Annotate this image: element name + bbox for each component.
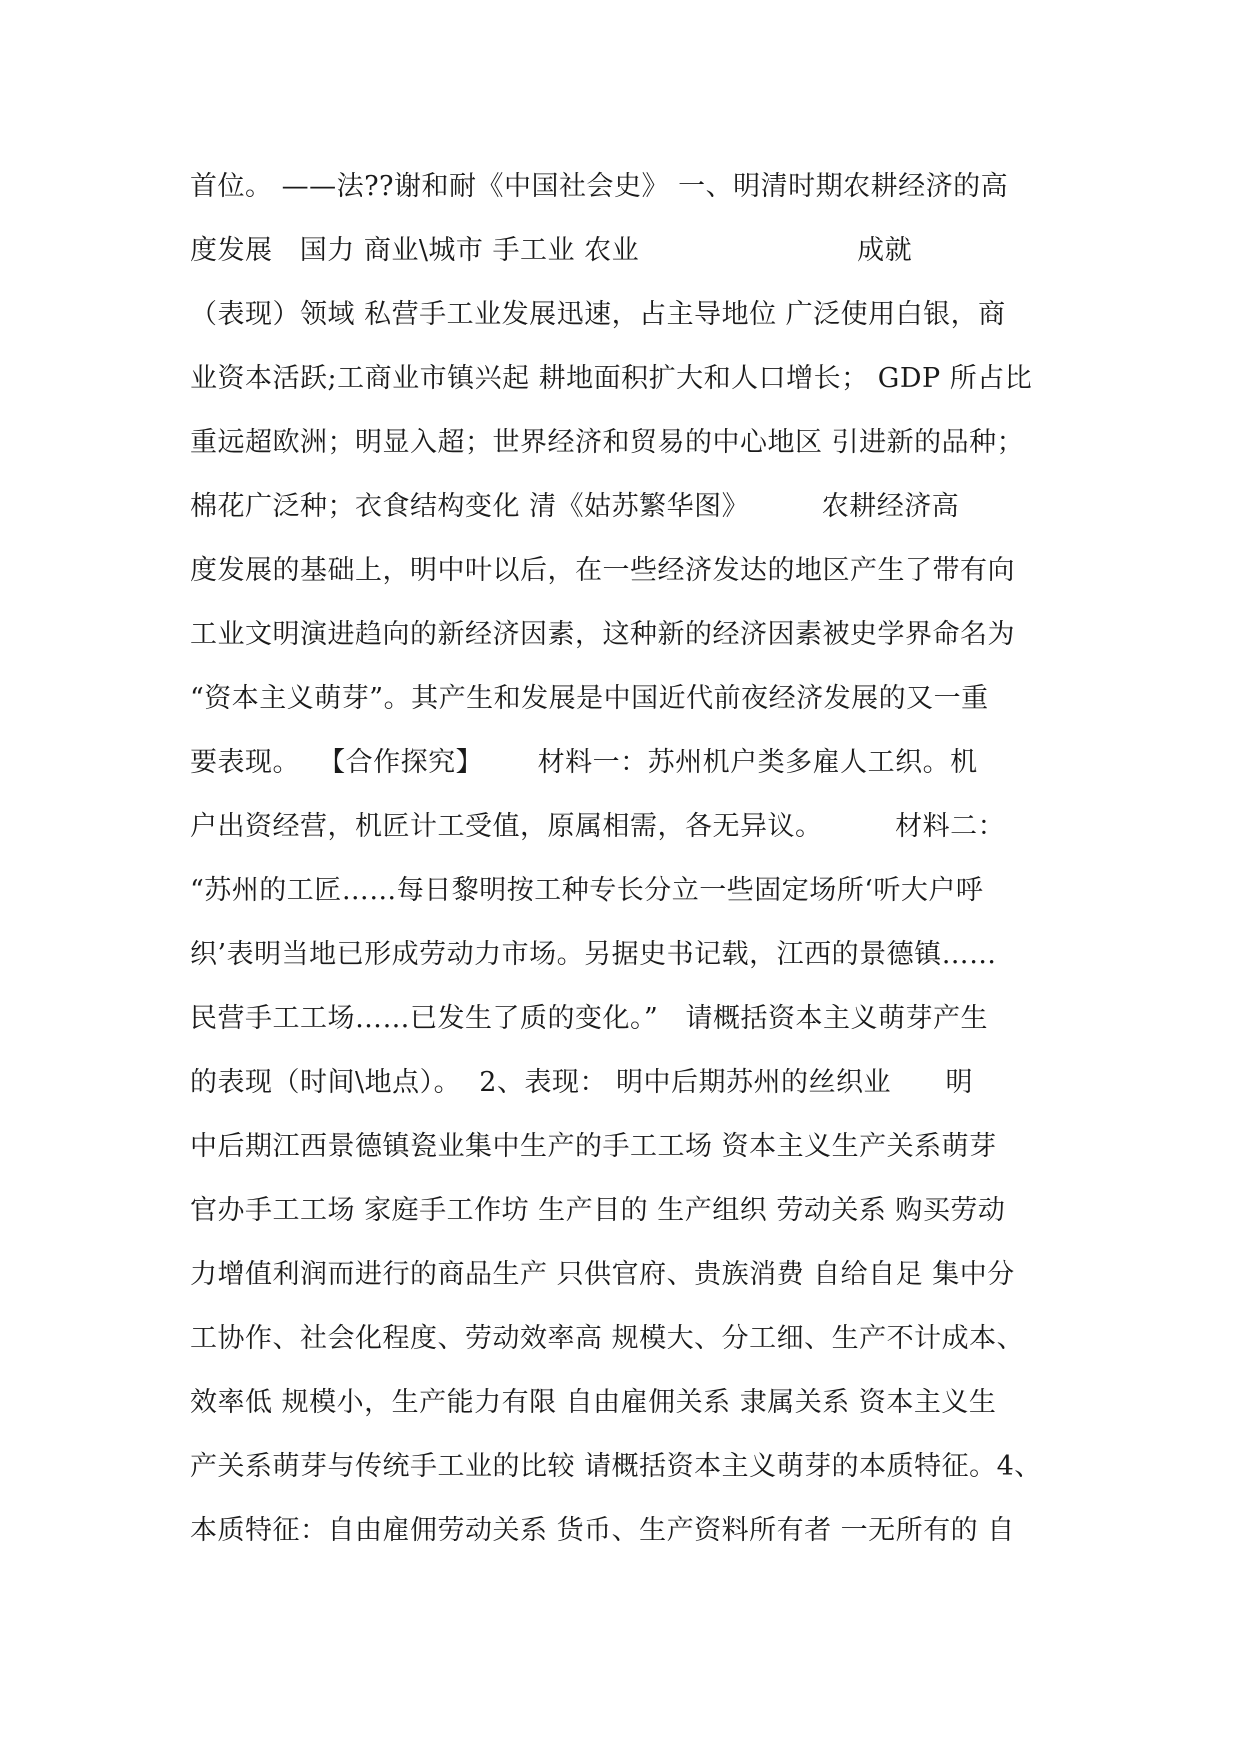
text-line: 织’表明当地已形成劳动力市场。另据史书记载，江西的景德镇…… (190, 939, 997, 970)
text-line: 户出资经营，机匠计工受值，原属相需，各无异议。 材料二： (190, 811, 1006, 842)
text-line: 力增值利润而进行的商品生产 只供官府、贵族消费 自给自足 集中分 (190, 1259, 1015, 1290)
text-line: 重远超欧洲；明显入超；世界经济和贸易的中心地区 引进新的品种； (190, 427, 1025, 458)
text-line: 业资本活跃;工商业市镇兴起 耕地面积扩大和人口增长； GDP 所占比 (190, 363, 1033, 394)
text-line: 首位。 ——法??谢和耐《中国社会史》 一、明清时期农耕经济的高 (190, 171, 1009, 202)
text-line: 本质特征：自由雇佣劳动关系 货币、生产资料所有者 一无所有的 自 (190, 1515, 1015, 1546)
text-line: 度发展的基础上，明中叶以后，在一些经济发达的地区产生了带有向 (190, 555, 1015, 586)
text-line: 产关系萌芽与传统手工业的比较 请概括资本主义萌芽的本质特征。4、 (190, 1451, 1042, 1482)
text-line: （表现）领域 私营手工业发展迅速，占主导地位 广泛使用白银，商 (190, 299, 1006, 330)
text-line: 度发展 国力 商业\城市 手工业 农业 成就 (190, 235, 913, 266)
text-line: “苏州的工匠……每日黎明按工种专长分立一些固定场所‘听大户呼 (190, 875, 984, 906)
text-line: “资本主义萌芽”。其产生和发展是中国近代前夜经济发展的又一重 (190, 683, 989, 714)
body-text (190, 155, 1090, 1563)
text-line: 工业文明演进趋向的新经济因素，这种新的经济因素被史学界命名为 (190, 619, 1015, 650)
text-line: 棉花广泛种；衣食结构变化 清《姑苏繁华图》 农耕经济高 (190, 491, 960, 522)
text-line: 的表现（时间\地点）。 2、表现： 明中后期苏州的丝织业 明 (190, 1067, 974, 1098)
text-line: 民营手工工场……已发生了质的变化。” 请概括资本主义萌芽产生 (190, 1003, 989, 1034)
text-line: 中后期江西景德镇瓷业集中生产的手工工场 资本主义生产关系萌芽 (190, 1131, 997, 1162)
text-line: 官办手工工场 家庭手工作坊 生产目的 生产组织 劳动关系 购买劳动 (190, 1195, 1006, 1226)
text-line: 效率低 规模小，生产能力有限 自由雇佣关系 隶属关系 资本主义生 (190, 1387, 997, 1418)
text-line: 要表现。 【合作探究】 材料一：苏州机户类多雇人工织。机 (190, 747, 978, 778)
text-line: 工协作、社会化程度、劳动效率高 规模大、分工细、生产不计成本、 (190, 1323, 1025, 1354)
